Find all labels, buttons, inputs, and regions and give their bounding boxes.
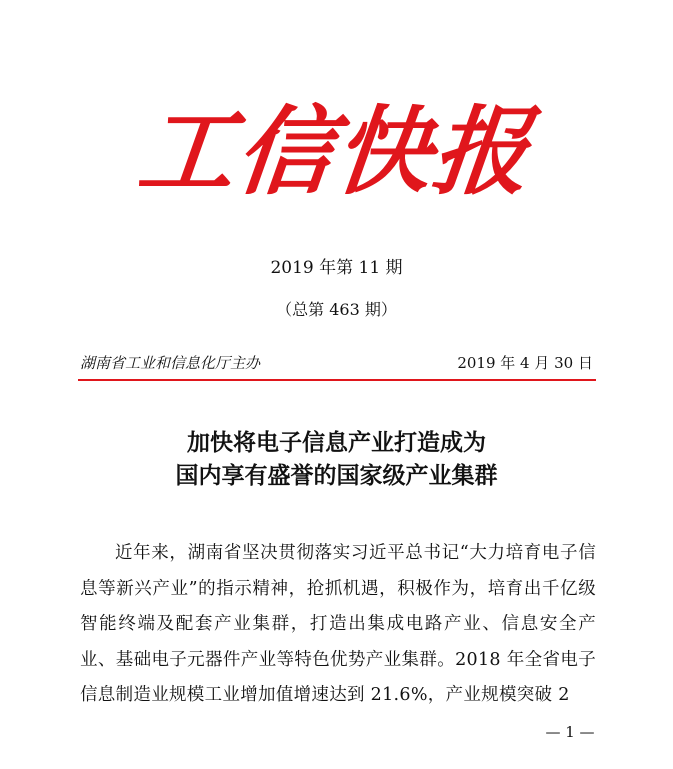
page-number: — 1 — [545,723,595,741]
publication-date: 2019 年 4 月 30 日 [457,354,593,372]
issue-number: 2019 年第 11 期 [270,258,403,278]
article-headline [0,426,673,492]
headline-line-1: 加快将电子信息产业打造成为 [187,429,486,456]
headline-line-2: 国内享有盛誉的国家级产业集群 [175,462,498,489]
article-body: 近年来，湖南省坚决贯彻落实习近平总书记“大力培育电子信息等新兴产业”的指示精神，抢抓机遇，积极作为，培育出千亿级智能终端及配套产业集群，打造出集成电路产业、信息安全产业、基础电子元器件产业等特色优势产业集群。2018 年全省电子信息制造业规模工业增加值增速达到 21.6%，产业规模突破 2 [80,543,596,705]
total-issue-number: （总第 463 期） [276,300,397,319]
publisher-label: 湖南省工业和信息化厅主办 [80,354,261,372]
red-divider-rule [78,379,596,381]
masthead-title: 工信快报 [133,95,537,208]
publication-meta-row [80,352,593,374]
